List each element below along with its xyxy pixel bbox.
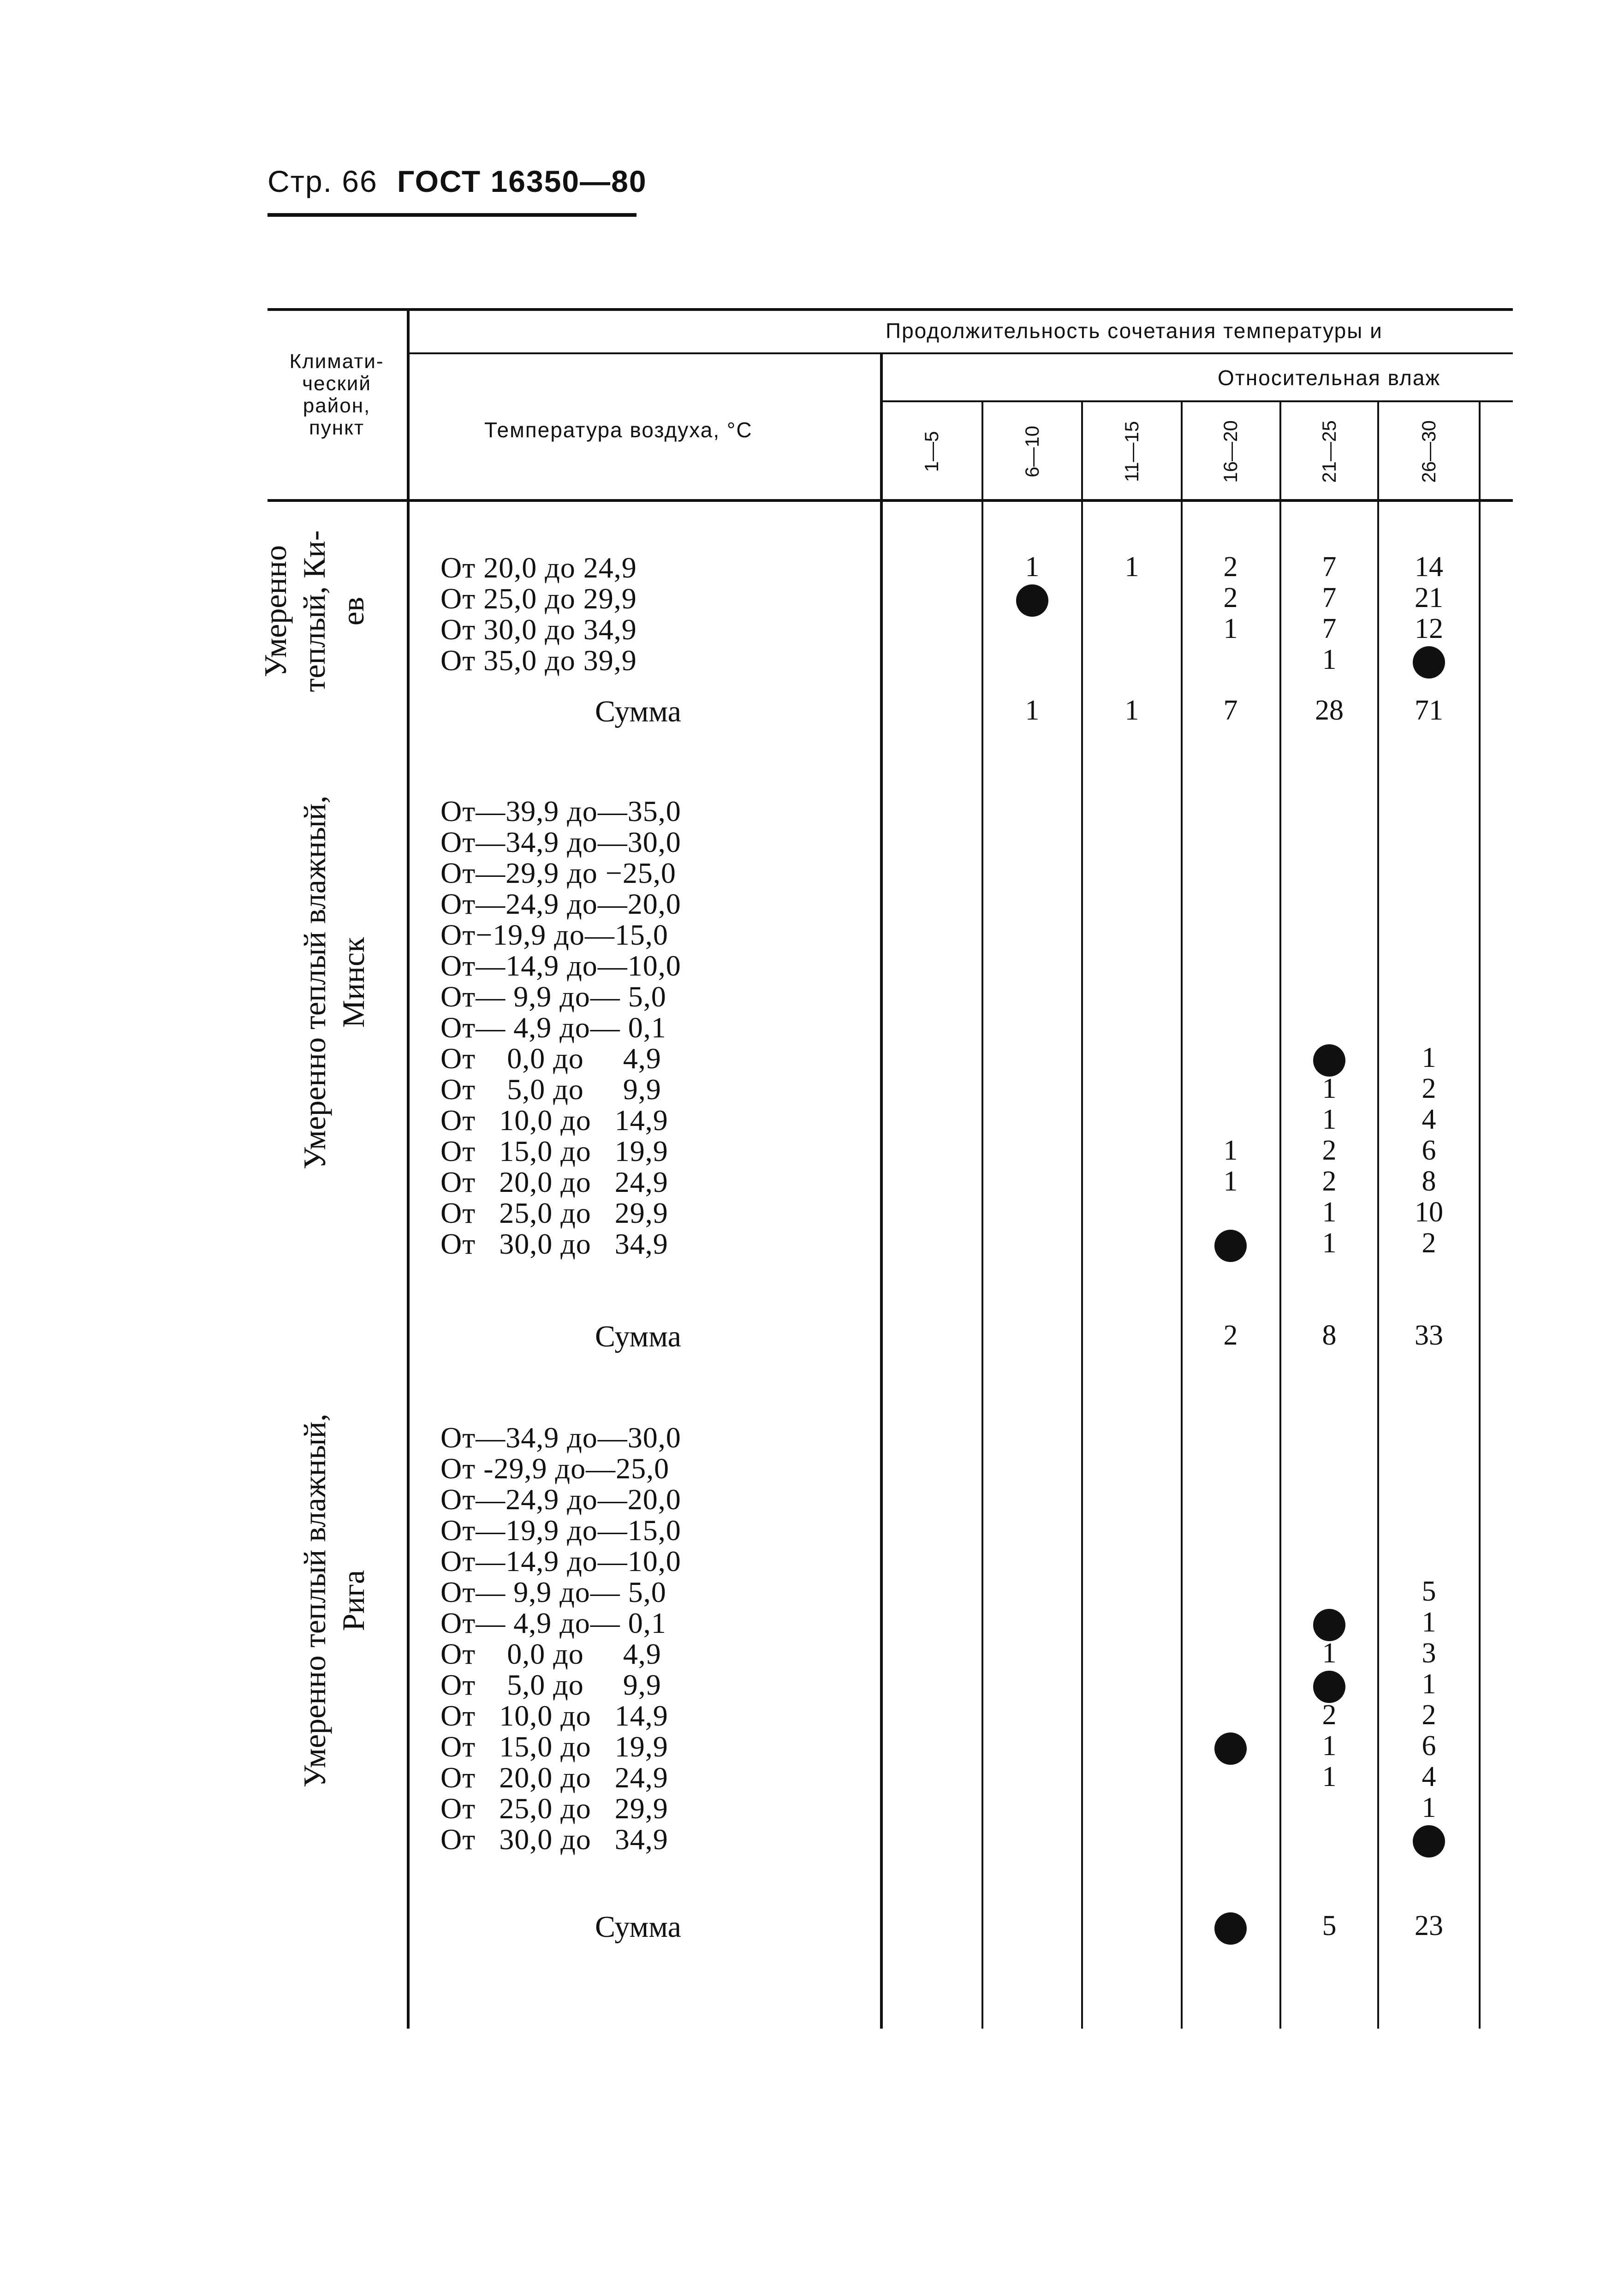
region-line: Умеренно — [258, 545, 293, 678]
table-cell: 1 — [1422, 1042, 1436, 1073]
table-cell: 1 — [1223, 1135, 1238, 1166]
column-header: 6—10 — [1021, 425, 1043, 478]
table-cell: 3 — [1422, 1637, 1436, 1669]
row-label: От—14,9 до—10,0 — [440, 1545, 681, 1578]
table-cell: 12 — [1415, 613, 1443, 644]
table-cell: 2 — [1422, 1073, 1436, 1104]
table-cell: 1 — [1322, 1227, 1337, 1259]
row-label: От−19,9 до—15,0 — [440, 918, 668, 951]
column-header: 16—20 — [1219, 420, 1241, 483]
region-col-header — [268, 351, 406, 439]
table-cell: 1 — [1223, 1166, 1238, 1197]
table-cell: 7 — [1322, 613, 1337, 644]
sum-cell: 1 — [1124, 695, 1139, 726]
sum-label: Сумма — [595, 695, 681, 728]
header-rule — [268, 213, 637, 217]
table-cell: 1 — [1422, 1792, 1436, 1823]
marker-dot — [1016, 584, 1048, 617]
row-label: От— 4,9 до— 0,1 — [440, 1607, 666, 1639]
row-label: От— 9,9 до— 5,0 — [440, 980, 666, 1013]
table-cell: 1 — [1322, 644, 1337, 675]
row-label: От 0,0 до 4,9 — [440, 1042, 661, 1075]
region-col-header-line: район, — [303, 394, 371, 417]
row-label: От 10,0 до 14,9 — [440, 1699, 668, 1732]
column-header: 1—5 — [921, 431, 942, 472]
sum-cell: 7 — [1223, 695, 1238, 726]
row-label: От 30,0 до 34,9 — [440, 613, 637, 646]
row-label: От 25,0 до 29,9 — [440, 582, 637, 615]
row-label: От—24,9 до—20,0 — [440, 1483, 681, 1516]
row-label: От 0,0 до 4,9 — [440, 1637, 661, 1670]
col-rule-2 — [1081, 401, 1083, 2029]
col-rule-1 — [982, 401, 983, 2029]
row-label: От— 4,9 до— 0,1 — [440, 1011, 666, 1044]
table-cell: 2 — [1223, 551, 1238, 583]
table-cell: 21 — [1415, 582, 1443, 613]
table-cell: 8 — [1422, 1166, 1436, 1197]
marker-dot — [1214, 1912, 1247, 1945]
table-cell: 1 — [1322, 1730, 1337, 1762]
row-label: От 15,0 до 19,9 — [440, 1135, 668, 1167]
sum-label: Сумма — [595, 1320, 681, 1353]
sum-cell: 8 — [1322, 1320, 1337, 1351]
row-label: От 25,0 до 29,9 — [440, 1792, 668, 1825]
row-label: От—14,9 до—10,0 — [440, 949, 681, 982]
sum-label: Сумма — [595, 1910, 681, 1944]
table-cell: 1 — [1025, 551, 1040, 583]
table-cell: 1 — [1322, 1761, 1337, 1792]
table-cell: 6 — [1422, 1135, 1436, 1166]
region-line: Умеренно теплый влажный, — [297, 795, 332, 1170]
table-cell: 4 — [1422, 1104, 1436, 1135]
table-cell: 2 — [1322, 1135, 1337, 1166]
region-line: теплый, Ки- — [297, 530, 332, 692]
region-label-riga — [295, 1393, 387, 1808]
table-cell: 5 — [1422, 1576, 1436, 1607]
marker-dot — [1413, 1825, 1445, 1857]
row-label: От— 9,9 до— 5,0 — [440, 1576, 666, 1608]
table-cell: 1 — [1322, 1197, 1337, 1228]
row-label: От 10,0 до 14,9 — [440, 1104, 668, 1137]
row-label: От -29,9 до—25,0 — [440, 1452, 670, 1485]
row-label: От—34,9 до—30,0 — [440, 1421, 681, 1454]
page-number: Стр. 66 — [268, 164, 378, 198]
marker-dot — [1214, 1230, 1247, 1262]
sum-cell: 23 — [1415, 1910, 1443, 1941]
marker-dot — [1313, 1609, 1345, 1641]
sum-cell: 28 — [1315, 695, 1344, 726]
row-label: От 30,0 до 34,9 — [440, 1227, 668, 1260]
col-rule-3 — [1181, 401, 1183, 2029]
row-label: От—34,9 до—30,0 — [440, 826, 681, 858]
group-title-rule — [410, 352, 1513, 354]
table-cell: 2 — [1422, 1227, 1436, 1259]
standard-number: ГОСТ 16350—80 — [397, 164, 647, 198]
sum-cell: 1 — [1025, 695, 1040, 726]
col-rule-4 — [1279, 401, 1281, 2029]
sub-title: Относительная влаж — [1218, 366, 1441, 390]
row-label: От 15,0 до 19,9 — [440, 1730, 668, 1763]
table-cell: 1 — [1322, 1073, 1337, 1104]
marker-dot — [1214, 1732, 1247, 1765]
region-line: Рига — [336, 1570, 371, 1631]
row-label: От 5,0 до 9,9 — [440, 1668, 661, 1701]
col-rule-5 — [1377, 401, 1379, 2029]
table-cell: 1 — [1124, 551, 1139, 583]
row-label: От 5,0 до 9,9 — [440, 1073, 661, 1106]
row-label: От—19,9 до—15,0 — [440, 1514, 681, 1547]
table-cell: 10 — [1415, 1197, 1443, 1228]
region-col-header-line: ческий — [302, 372, 371, 395]
table-cell: 14 — [1415, 551, 1443, 583]
row-label: От—39,9 до—35,0 — [440, 795, 681, 828]
region-line: Минск — [336, 937, 371, 1028]
group-title: Продолжительность сочетания температуры и — [886, 319, 1383, 343]
table-cell: 1 — [1322, 1104, 1337, 1135]
table-cell: 1 — [1322, 1637, 1337, 1669]
table-cell: 7 — [1322, 551, 1337, 583]
col-rule-6 — [1479, 401, 1481, 2029]
table-cell: 2 — [1322, 1166, 1337, 1197]
row-label: От 20,0 до 24,9 — [440, 1166, 668, 1198]
column-header: 11—15 — [1121, 421, 1142, 482]
row-label: От—29,9 до −25,0 — [440, 857, 676, 889]
sum-cell: 2 — [1223, 1320, 1238, 1351]
column-header: 26—30 — [1418, 420, 1440, 483]
region-col-header-line: Климати- — [289, 350, 384, 373]
table-cell: 4 — [1422, 1761, 1436, 1792]
sum-cell: 71 — [1415, 695, 1443, 726]
table-cell: 2 — [1223, 582, 1238, 613]
page-header — [268, 164, 647, 199]
header-bottom-rule — [268, 499, 1513, 502]
marker-dot — [1413, 646, 1445, 679]
table-cell: 1 — [1422, 1668, 1436, 1700]
table-cell: 1 — [1223, 613, 1238, 644]
region-line: Умеренно теплый влажный, — [297, 1413, 332, 1788]
region-line: ев — [335, 596, 370, 626]
row-label: От 30,0 до 34,9 — [440, 1823, 668, 1856]
table-cell: 2 — [1422, 1699, 1436, 1731]
region-label-kiev — [256, 477, 408, 745]
region-col-header-line: пункт — [309, 417, 365, 439]
row-label: От—24,9 до—20,0 — [440, 887, 681, 920]
table-cell: 6 — [1422, 1730, 1436, 1762]
sum-cell: 33 — [1415, 1320, 1443, 1351]
row-label: От 20,0 до 24,9 — [440, 1761, 668, 1794]
region-label-minsk — [295, 775, 387, 1190]
marker-dot — [1313, 1044, 1345, 1077]
row-label: От 20,0 до 24,9 — [440, 551, 637, 584]
subtitle-rule — [882, 400, 1513, 402]
marker-dot — [1313, 1671, 1345, 1703]
table-cell: 7 — [1322, 582, 1337, 613]
table-top-rule — [268, 308, 1513, 311]
temp-col-rule — [880, 353, 883, 2029]
sum-cell: 5 — [1322, 1910, 1337, 1941]
row-label: От 25,0 до 29,9 — [440, 1197, 668, 1229]
temp-col-header: Температура воздуха, °С — [484, 418, 753, 442]
table-cell: 2 — [1322, 1699, 1337, 1731]
column-header: 21—25 — [1318, 420, 1340, 483]
table-cell: 1 — [1422, 1607, 1436, 1638]
row-label: От 35,0 до 39,9 — [440, 644, 637, 677]
